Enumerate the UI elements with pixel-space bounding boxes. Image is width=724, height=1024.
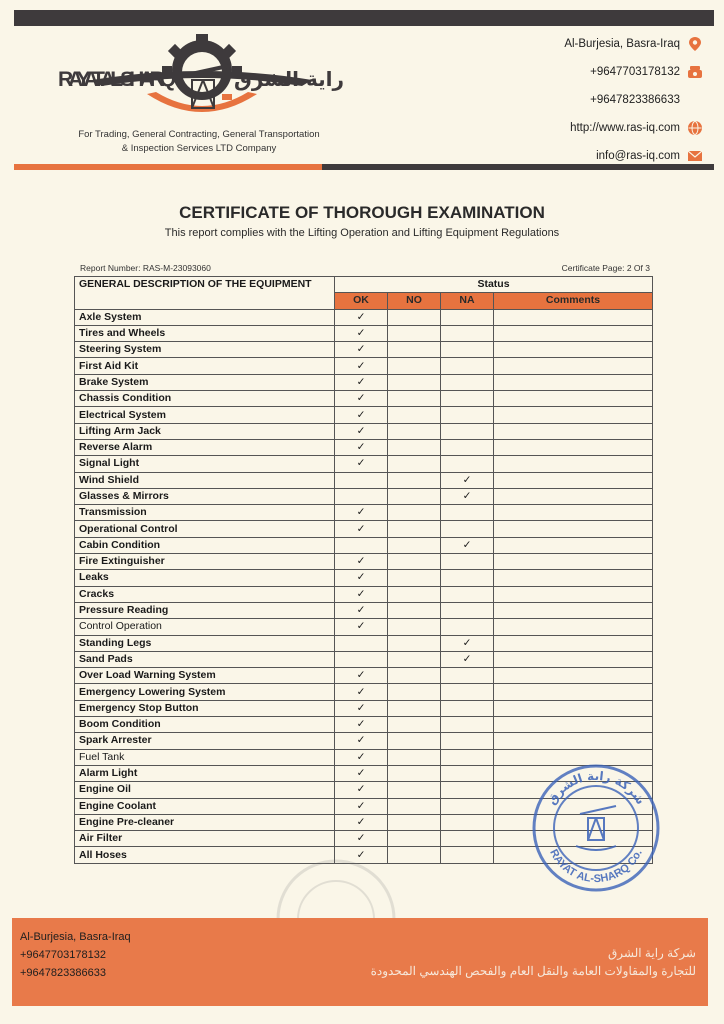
status-na-cell (441, 391, 494, 407)
equipment-item: First Aid Kit (75, 358, 335, 374)
equipment-item: Cracks (75, 586, 335, 602)
status-na-cell (441, 668, 494, 684)
status-na-cell (441, 342, 494, 358)
status-ok-cell (335, 407, 388, 423)
equipment-item: Reverse Alarm (75, 439, 335, 455)
comments-cell (494, 391, 653, 407)
status-na-cell (441, 570, 494, 586)
table-row (75, 619, 653, 635)
status-na-cell (441, 325, 494, 341)
status-no-cell (388, 765, 441, 781)
status-ok-cell (335, 602, 388, 618)
check-mark-icon: ✓ (356, 327, 366, 340)
footer-contact (20, 928, 131, 982)
table-row (75, 358, 653, 374)
comments-cell (494, 537, 653, 553)
status-no-cell (388, 374, 441, 390)
table-row (75, 342, 653, 358)
document-title: CERTIFICATE OF THOROUGH EXAMINATION (179, 203, 545, 222)
equipment-item: Chassis Condition (75, 391, 335, 407)
status-ok-cell (335, 423, 388, 439)
contact-block (502, 30, 702, 170)
status-no-cell (388, 537, 441, 553)
check-mark-icon: ✓ (462, 538, 472, 551)
status-na-cell (441, 651, 494, 667)
status-ok-cell (335, 488, 388, 504)
status-na-cell (441, 700, 494, 716)
company-name-ar: راية الشرق (233, 67, 344, 91)
certificate-page: Certificate Page: 2 Of 3 (561, 263, 650, 273)
comments-cell (494, 309, 653, 325)
status-na-cell (441, 749, 494, 765)
equipment-item: Engine Coolant (75, 798, 335, 814)
comments-cell (494, 325, 653, 341)
equipment-item: Boom Condition (75, 717, 335, 733)
status-na-cell (441, 439, 494, 455)
status-ok-cell (335, 521, 388, 537)
table-row (75, 374, 653, 390)
equipment-item: Tires and Wheels (75, 325, 335, 341)
status-na-cell (441, 586, 494, 602)
status-no-cell (388, 733, 441, 749)
email-icon (688, 149, 702, 163)
table-row (75, 635, 653, 651)
equipment-item: All Hoses (75, 847, 335, 863)
check-mark-icon: ✓ (356, 718, 366, 731)
status-na-cell (441, 717, 494, 733)
location-pin-icon (688, 37, 702, 51)
comments-cell (494, 374, 653, 390)
header-divider-dark (322, 164, 714, 170)
status-no-cell (388, 309, 441, 325)
table-row (75, 521, 653, 537)
comments-cell (494, 407, 653, 423)
status-na-cell (441, 537, 494, 553)
status-ok-cell (335, 358, 388, 374)
table-row (75, 488, 653, 504)
status-header: Status (335, 277, 653, 293)
comments-cell (494, 570, 653, 586)
status-no-cell (388, 619, 441, 635)
status-no-cell (388, 488, 441, 504)
footer-services-ar: للتجارة والمقاولات العامة والنقل العام والفحص الهندسي المحدودة (370, 964, 696, 978)
status-ok-cell (335, 472, 388, 488)
equipment-item: Glasses & Mirrors (75, 488, 335, 504)
status-no-cell (388, 342, 441, 358)
equipment-item: Wind Shield (75, 472, 335, 488)
table-row (75, 651, 653, 667)
contact-website: http://www.ras-iq.com (502, 114, 702, 142)
comments-cell (494, 423, 653, 439)
status-ok-cell (335, 309, 388, 325)
table-row (75, 505, 653, 521)
status-ok-cell (335, 765, 388, 781)
check-mark-icon: ✓ (356, 343, 366, 356)
check-mark-icon: ✓ (356, 522, 366, 535)
status-ok-cell (335, 586, 388, 602)
equipment-item: Signal Light (75, 456, 335, 472)
equipment-item: Leaks (75, 570, 335, 586)
status-na-cell (441, 847, 494, 863)
check-mark-icon: ✓ (356, 408, 366, 421)
check-mark-icon: ✓ (356, 587, 366, 600)
equipment-item: Spark Arrester (75, 733, 335, 749)
check-mark-icon: ✓ (462, 473, 472, 486)
status-no-cell (388, 505, 441, 521)
table-row (75, 456, 653, 472)
check-mark-icon: ✓ (356, 734, 366, 747)
table-row (75, 733, 653, 749)
status-no-cell (388, 831, 441, 847)
table-row (75, 554, 653, 570)
check-mark-icon: ✓ (356, 424, 366, 437)
footer-phone-1: +9647703178132 (20, 949, 106, 961)
equipment-item: Engine Pre-cleaner (75, 814, 335, 830)
footer-company-ar (371, 944, 696, 980)
status-na-cell (441, 488, 494, 504)
status-na-cell (441, 423, 494, 439)
footer-address: Al-Burjesia, Basra-Iraq (20, 931, 131, 943)
table-row (75, 407, 653, 423)
status-no-cell (388, 456, 441, 472)
check-mark-icon: ✓ (462, 490, 472, 502)
check-mark-icon: ✓ (356, 783, 366, 796)
status-na-cell (441, 472, 494, 488)
status-na-cell (441, 619, 494, 635)
check-mark-icon: ✓ (356, 571, 366, 584)
comments-cell (494, 488, 653, 504)
comments-cell (494, 717, 653, 733)
status-ok-cell (335, 782, 388, 798)
status-no-cell (388, 325, 441, 341)
status-na-cell (441, 309, 494, 325)
table-row (75, 391, 653, 407)
status-ok-cell (335, 717, 388, 733)
table-row (75, 570, 653, 586)
status-ok-cell (335, 798, 388, 814)
check-mark-icon: ✓ (356, 701, 366, 714)
status-no-cell (388, 651, 441, 667)
check-mark-icon: ✓ (356, 604, 366, 617)
contact-address: Al-Burjesia, Basra-Iraq (502, 30, 702, 58)
check-mark-icon: ✓ (356, 750, 366, 763)
contact-phone-1: +9647703178132 (502, 58, 702, 86)
status-na-cell (441, 798, 494, 814)
check-mark-icon: ✓ (356, 392, 366, 405)
header-top-bar (14, 10, 714, 26)
table-row (75, 700, 653, 716)
stamp-text-bottom: RAYAT AL-SHARQ Co. (547, 847, 645, 886)
svg-text:شركة راية الشرق (544, 769, 647, 807)
status-no-cell (388, 814, 441, 830)
check-mark-icon: ✓ (356, 669, 366, 682)
equipment-item: Engine Oil (75, 782, 335, 798)
description-header: GENERAL DESCRIPTION OF THE EQUIPMENT (75, 277, 335, 310)
status-ok-cell (335, 831, 388, 847)
status-no-cell (388, 749, 441, 765)
col-na: NA (441, 293, 494, 309)
equipment-item: Fuel Tank (75, 749, 335, 765)
status-no-cell (388, 700, 441, 716)
equipment-item: Sand Pads (75, 651, 335, 667)
status-no-cell (388, 439, 441, 455)
check-mark-icon: ✓ (356, 832, 366, 845)
check-mark-icon: ✓ (356, 620, 366, 633)
equipment-item: Standing Legs (75, 635, 335, 651)
comments-cell (494, 619, 653, 635)
report-number: Report Number: RAS-M-23093060 (80, 263, 211, 273)
table-row (75, 602, 653, 618)
status-ok-cell (335, 749, 388, 765)
status-no-cell (388, 602, 441, 618)
check-mark-icon: ✓ (356, 457, 366, 470)
check-mark-icon: ✓ (356, 767, 366, 780)
comments-cell (494, 358, 653, 374)
table-row (75, 537, 653, 553)
comments-cell (494, 651, 653, 667)
check-mark-icon: ✓ (356, 848, 366, 861)
status-ok-cell (335, 635, 388, 651)
status-ok-cell (335, 374, 388, 390)
phone-icon (688, 65, 702, 79)
equipment-item: Brake System (75, 374, 335, 390)
equipment-item: Emergency Stop Button (75, 700, 335, 716)
comments-cell (494, 733, 653, 749)
col-no: NO (388, 293, 441, 309)
table-row (75, 439, 653, 455)
status-ok-cell (335, 814, 388, 830)
contact-email: info@ras-iq.com (502, 142, 702, 170)
check-mark-icon: ✓ (356, 555, 366, 568)
stamp-text-top: شركة راية الشرق (544, 768, 648, 808)
status-no-cell (388, 635, 441, 651)
equipment-item: Transmission (75, 505, 335, 521)
company-stamp (530, 762, 662, 894)
status-na-cell (441, 602, 494, 618)
status-na-cell (441, 782, 494, 798)
status-na-cell (441, 374, 494, 390)
equipment-item: Operational Control (75, 521, 335, 537)
table-row (75, 309, 653, 325)
status-no-cell (388, 782, 441, 798)
status-na-cell (441, 684, 494, 700)
status-no-cell (388, 570, 441, 586)
check-mark-icon: ✓ (356, 375, 366, 388)
status-na-cell (441, 456, 494, 472)
status-ok-cell (335, 733, 388, 749)
status-ok-cell (335, 651, 388, 667)
status-ok-cell (335, 700, 388, 716)
stamp-oil-pump-icon (576, 806, 616, 850)
status-ok-cell (335, 505, 388, 521)
contact-phone-2: +9647823386633 (590, 94, 680, 106)
status-na-cell (441, 521, 494, 537)
comments-cell (494, 439, 653, 455)
table-row (75, 717, 653, 733)
equipment-item: Emergency Lowering System (75, 684, 335, 700)
equipment-item: Air Filter (75, 831, 335, 847)
check-mark-icon: ✓ (356, 359, 366, 372)
check-mark-icon: ✓ (356, 506, 366, 519)
status-na-cell (441, 765, 494, 781)
status-no-cell (388, 684, 441, 700)
check-mark-icon: ✓ (356, 799, 366, 812)
check-mark-icon: ✓ (356, 441, 366, 454)
company-tagline: For Trading, General Contracting, General Transportation & Inspection Services LTD Company (78, 129, 320, 154)
check-mark-icon: ✓ (356, 685, 366, 698)
check-mark-icon: ✓ (356, 310, 366, 323)
comments-cell (494, 342, 653, 358)
status-na-cell (441, 407, 494, 423)
status-na-cell (441, 358, 494, 374)
globe-icon (688, 121, 702, 135)
check-mark-icon: ✓ (356, 815, 366, 828)
company-logo (52, 32, 352, 132)
col-ok: OK (335, 293, 388, 309)
document-subtitle: This report complies with the Lifting Operation and Lifting Equipment Regulations (164, 227, 560, 239)
status-ok-cell (335, 456, 388, 472)
comments-cell (494, 668, 653, 684)
col-comments: Comments (494, 293, 653, 309)
status-no-cell (388, 554, 441, 570)
table-row (75, 423, 653, 439)
equipment-item: Electrical System (75, 407, 335, 423)
status-na-cell (441, 831, 494, 847)
table-row (75, 668, 653, 684)
comments-cell (494, 602, 653, 618)
status-no-cell (388, 798, 441, 814)
status-no-cell (388, 423, 441, 439)
comments-cell (494, 554, 653, 570)
status-ok-cell (335, 554, 388, 570)
status-no-cell (388, 668, 441, 684)
status-no-cell (388, 521, 441, 537)
equipment-item: Fire Extinguisher (75, 554, 335, 570)
status-no-cell (388, 717, 441, 733)
status-ok-cell (335, 325, 388, 341)
equipment-item: Cabin Condition (75, 537, 335, 553)
status-ok-cell (335, 619, 388, 635)
comments-cell (494, 456, 653, 472)
comments-cell (494, 472, 653, 488)
status-ok-cell (335, 391, 388, 407)
comments-cell (494, 586, 653, 602)
status-no-cell (388, 586, 441, 602)
comments-cell (494, 635, 653, 651)
table-row (75, 586, 653, 602)
status-ok-cell (335, 668, 388, 684)
table-row (75, 325, 653, 341)
equipment-item: Steering System (75, 342, 335, 358)
status-na-cell (441, 554, 494, 570)
table-row (75, 684, 653, 700)
status-na-cell (441, 505, 494, 521)
check-mark-icon: ✓ (462, 636, 472, 649)
comments-cell (494, 521, 653, 537)
table-row (75, 472, 653, 488)
equipment-item: Over Load Warning System (75, 668, 335, 684)
status-no-cell (388, 391, 441, 407)
status-ok-cell (335, 684, 388, 700)
status-no-cell (388, 472, 441, 488)
status-na-cell (441, 635, 494, 651)
comments-cell (494, 700, 653, 716)
status-ok-cell (335, 439, 388, 455)
status-ok-cell (335, 570, 388, 586)
comments-cell (494, 505, 653, 521)
status-no-cell (388, 407, 441, 423)
status-na-cell (441, 733, 494, 749)
comments-cell (494, 684, 653, 700)
equipment-item: Pressure Reading (75, 602, 335, 618)
status-ok-cell (335, 537, 388, 553)
equipment-item: Axle System (75, 309, 335, 325)
header-divider-orange (14, 164, 322, 170)
equipment-item: Alarm Light (75, 765, 335, 781)
status-no-cell (388, 358, 441, 374)
footer-company-name-ar: شركة راية الشرق (607, 946, 696, 960)
check-mark-icon: ✓ (462, 652, 472, 665)
status-ok-cell (335, 342, 388, 358)
footer-bar (12, 918, 708, 1006)
footer-phone-2: +9647823386633 (20, 967, 106, 979)
status-na-cell (441, 814, 494, 830)
equipment-item: Lifting Arm Jack (75, 423, 335, 439)
company-name-en: RAYAT AL-SHARQ (58, 68, 176, 91)
equipment-item: Control Operation (75, 619, 335, 635)
